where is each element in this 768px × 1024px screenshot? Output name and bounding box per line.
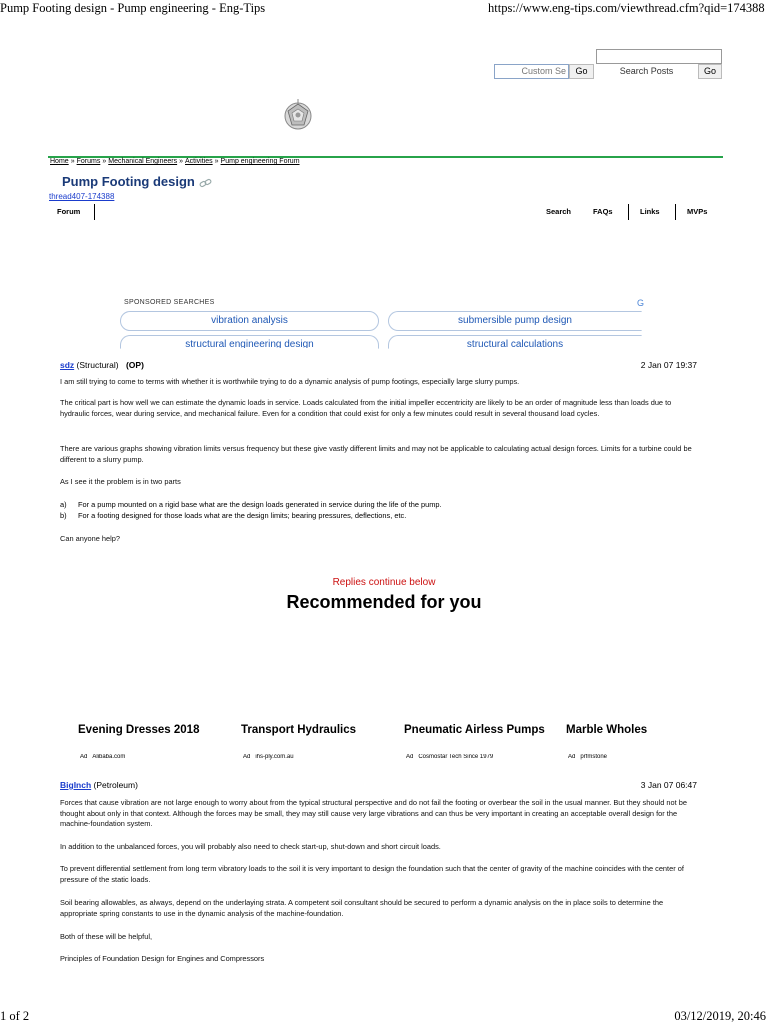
recommended-heading: Recommended for you — [286, 592, 482, 612]
post-paragraph: Can anyone help? — [60, 534, 120, 543]
ad-title[interactable]: Transport Hydraulics — [241, 724, 357, 736]
ad-tag: Ad — [568, 754, 576, 760]
breadcrumb-forums[interactable]: Forums — [76, 158, 101, 165]
reply-paragraph: Principles of Foundation Design for Engines and Compressors — [60, 954, 265, 963]
ad-tag: Ad — [406, 754, 414, 760]
ad-title[interactable]: Marble Wholes — [566, 724, 648, 736]
nav-divider — [628, 204, 629, 220]
list-item — [60, 511, 406, 521]
post-paragraph: There are various graphs showing vibration limits versus frequency but these give vastly different limits and may not be applicable to calculating actual design forces. Limits for a turbine could be different to a slurry pump. — [60, 444, 692, 464]
top-search-box[interactable] — [596, 49, 722, 64]
ad-source[interactable] — [80, 754, 230, 760]
replies-continue-note: Replies continue below — [332, 577, 436, 588]
ad-source[interactable] — [243, 754, 393, 760]
sponsored-corner-mark: G — [637, 298, 645, 308]
ad-source-name: Cosmostar Tech Since 1979 — [418, 754, 494, 760]
ad-source-name: Alibaba.com — [92, 754, 126, 760]
nav-mvps[interactable]: MVPs — [687, 207, 708, 216]
ad-source[interactable] — [568, 754, 648, 760]
list-text: For a footing designed for those loads what are the design limits; bearing pressures, deflections, etc. — [78, 511, 407, 520]
page-title — [62, 174, 212, 189]
reply-paragraph: To prevent differential settlement from long term vibratory loads to the soil it is very important to design the foundation such that the center of gravity of the machine coincides with the center of pressure of the static loads. — [60, 864, 684, 884]
sponsored-pill-submersible-pump[interactable]: submersible pump design — [388, 311, 642, 331]
breadcrumb-home[interactable]: Home — [50, 158, 69, 165]
post-author-line — [60, 360, 144, 370]
nav-search[interactable]: Search — [546, 207, 572, 216]
custom-search-input[interactable]: Custom Se — [494, 64, 569, 79]
print-header-url: https://www.eng-tips.com/viewthread.cfm?qid=174388 — [488, 1, 765, 15]
reply-author-line — [60, 780, 138, 790]
post-date: 2 Jan 07 19:37 — [640, 360, 697, 370]
list-text: For a pump mounted on a rigid base what are the design loads generated in service during the life of the pump. — [78, 500, 442, 509]
breadcrumb-separator: » — [179, 158, 184, 165]
op-badge: (OP) — [125, 360, 144, 370]
print-footer-datetime: 03/12/2019, 20:46 — [674, 1009, 766, 1023]
sponsored-pill-structural-engineering[interactable]: structural engineering design — [120, 335, 379, 349]
post-author-link[interactable]: sdz — [60, 360, 75, 370]
nav-links[interactable]: Links — [640, 207, 660, 216]
ad-source-name: ihs-ply.com.au — [255, 754, 294, 760]
nav-faqs[interactable]: FAQs — [593, 207, 613, 216]
reply-paragraph: Forces that cause vibration are not large enough to worry about from the typical structural perspective and do not fail the footing or overbear the soil in the usual manner. But they should not be thought about only in that context. Although the forces may be small, they may still cause very large vibrations and can thus be very important in creating an acceptable overall design for the machine-foundation system. — [60, 798, 687, 828]
sponsored-pill-structural-calculations[interactable]: structural calculations — [388, 335, 642, 349]
reply-author-field: (Petroleum) — [93, 780, 138, 790]
nav-divider — [675, 204, 676, 220]
post-author-field: (Structural) — [76, 360, 119, 370]
thread-id-link[interactable]: thread407-174388 — [49, 192, 115, 201]
reply-date: 3 Jan 07 06:47 — [640, 780, 697, 790]
breadcrumb — [50, 158, 300, 165]
ad-source-name: prfmstone — [580, 754, 608, 760]
ad-title[interactable]: Pneumatic Airless Pumps — [404, 724, 545, 736]
breadcrumb-activities[interactable]: Activities — [185, 158, 213, 165]
sponsored-pill-vibration-analysis[interactable]: vibration analysis — [120, 311, 379, 331]
search-posts-go-button[interactable]: Go — [698, 64, 722, 79]
search-posts-label[interactable]: Search Posts — [619, 66, 674, 76]
list-item — [60, 500, 442, 510]
sponsored-searches-label: SPONSORED SEARCHES — [124, 299, 215, 306]
custom-search-go-button[interactable]: Go — [569, 64, 594, 79]
thread-title-text: Pump Footing design — [62, 174, 195, 189]
breadcrumb-mechanical-engineers[interactable]: Mechanical Engineers — [108, 158, 178, 165]
breadcrumb-separator: » — [102, 158, 107, 165]
permalink-icon[interactable] — [199, 178, 212, 188]
print-footer-page: 1 of 2 — [0, 1009, 30, 1023]
ad-tag: Ad — [243, 754, 251, 760]
breadcrumb-separator: » — [214, 158, 219, 165]
breadcrumb-pump-forum[interactable]: Pump engineering Forum — [220, 158, 300, 165]
nav-divider — [94, 204, 95, 220]
breadcrumb-separator: » — [70, 158, 75, 165]
site-logo-icon[interactable] — [283, 98, 313, 132]
post-paragraph: I am still trying to come to terms with whether it is worthwhile trying to do a dynamic analysis of pump footings, especially large slurry pumps. — [60, 377, 520, 386]
post-paragraph: The critical part is how well we can estimate the dynamic loads in service. Loads calculated from the initial impeller eccentricity are likely to be an order of magnitude less than loads due to hydraulic forces, wear during service, and mechanical failure. Even for a condition that could exist for only a few minutes could result in several thousand load cycles. — [60, 398, 672, 418]
reply-paragraph: In addition to the unbalanced forces, you will probably also need to check start-up, shut-down and short circuit loads. — [60, 842, 441, 851]
reply-paragraph: Both of these will be helpful, — [60, 932, 153, 941]
list-marker: a) — [60, 500, 67, 509]
list-marker: b) — [60, 511, 67, 520]
nav-forum[interactable]: Forum — [57, 207, 81, 216]
reply-author-link[interactable]: BigInch — [60, 780, 92, 790]
ad-tag: Ad — [80, 754, 88, 760]
ad-source[interactable] — [406, 754, 556, 760]
ad-title[interactable]: Evening Dresses 2018 — [78, 724, 200, 736]
post-paragraph: As I see it the problem is in two parts — [60, 477, 181, 486]
print-header-title: Pump Footing design - Pump engineering - Eng-Tips — [0, 1, 266, 15]
reply-paragraph: Soil bearing allowables, as always, depend on the underlaying strata. A competent soil consultant should be secured to perform a dynamic analysis on the in place soils to determine the appropriate spring constants to use in the dynamic analysis of the machine-foundation. — [60, 898, 664, 918]
